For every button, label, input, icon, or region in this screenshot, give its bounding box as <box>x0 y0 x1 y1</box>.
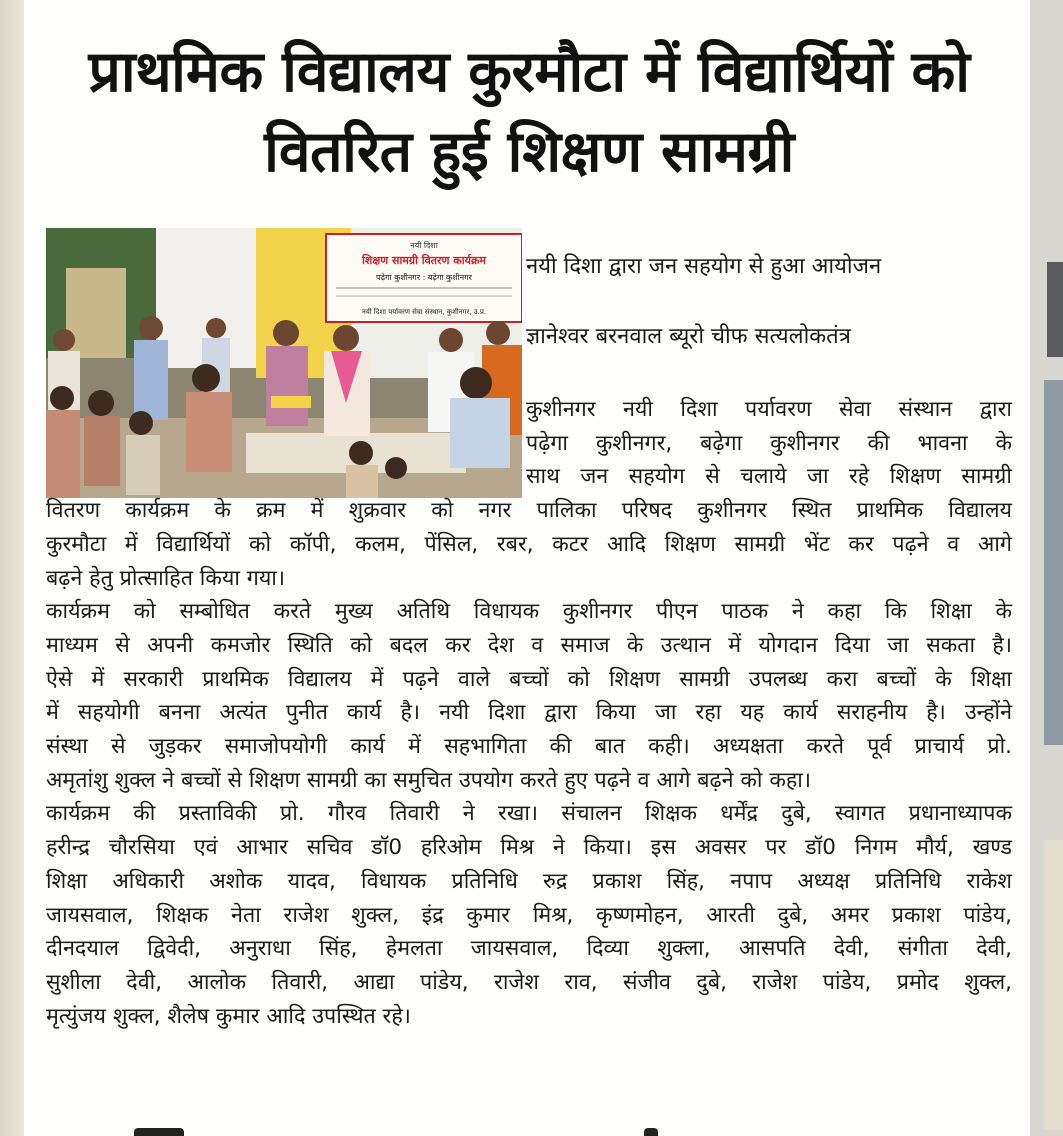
paragraph-line: सुशीला देवी, आलोक तिवारी, आद्या पांडेय, राजेश राव, संजीव दुबे, राजेश पांडेय, प्रमोद शुक्ल, <box>46 969 1012 995</box>
paragraph-line: संस्था से जुड़कर समाजोपयोगी कार्य में सहभागिता की बात कही। अध्यक्षता करते पूर्व प्राचार्य प्रो. <box>46 734 1012 760</box>
adjacent-page-strip <box>1044 840 1063 1130</box>
paragraph-line: ऐसे में सरकारी प्राथमिक विद्यालय में पढ़ने वाले बच्चों को शिक्षण सामग्री उपलब्ध करा बच्चों के शिक्षा <box>46 666 1012 692</box>
photo-notice-board <box>66 268 126 358</box>
banner-line1: नयी दिशा <box>410 241 438 250</box>
paragraph-line: दीनदयाल द्विवेदी, अनुराधा सिंह, हेमलता जायसवाल, दिव्या शुक्ला, आसपति देवी, संगीता देवी, <box>46 936 1012 962</box>
paragraph-line: माध्यम से अपनी कमजोर स्थिति को बदल कर देश व समाज के उत्थान में योगदान दिया जा सकता है। <box>46 632 1012 658</box>
next-headline-fragment <box>134 1122 694 1136</box>
paragraph-line: कुरमौटा में विद्यार्थियों को कॉपी, कलम, पेंसिल, रबर, कटर आदि शिक्षण सामग्री भेंट कर पढ़ने व आगे <box>46 531 1012 557</box>
paragraph-line: अमृतांशु शुक्ल ने बच्चों से शिक्षण सामग्री का समुचित उपयोग करते हुए पढ़ने व आगे बढ़ने को कहा। <box>46 767 811 793</box>
banner-line3: पढ़ेगा कुशीनगर : बढ़ेगा कुशीनगर <box>376 273 472 282</box>
paragraph-line: साथ जन सहयोग से चलाये जा रहे शिक्षण सामग्री <box>526 464 1012 490</box>
adjacent-page-edge <box>1030 0 1063 1136</box>
paragraph-line: जायसवाल, शिक्षक नेता राजेश शुक्ल, इंद्र कुमार मिश्र, कृष्णमोहन, आरती दुबे, अमर प्रकाश पांडेय, <box>46 902 1012 928</box>
banner-line2: शिक्षण सामग्री वितरण कार्यक्रम <box>362 254 486 267</box>
page-left-shadow <box>0 0 24 1136</box>
paragraph-line: कार्यक्रम की प्रस्ताविकी प्रो. गौरव तिवारी ने रखा। संचालन शिक्षक धर्मेंद्र दुबे, स्वागत प्रधानाध्यापक <box>46 801 1012 827</box>
byline: ज्ञानेश्वर बरनवाल ब्यूरो चीफ सत्यलोकतंत्र <box>526 324 851 349</box>
paragraph-line: कुशीनगर नयी दिशा पर्यावरण सेवा संस्थान द्वारा <box>526 397 1012 422</box>
paragraph-line: पढ़ेगा कुशीनगर, बढ़ेगा कुशीनगर की भावना के <box>526 430 1012 456</box>
paragraph-line: में सहयोगी बनना अत्यंत पुनीत कार्य है। नयी दिशा द्वारा किया जा रहा यह कार्य सराहनीय है। उन्होंने <box>46 700 1012 726</box>
banner-line4: नयी दिशा पर्यावरण सेवा संस्थान, कुशीनगर, उ.प्र. <box>361 308 487 316</box>
paragraph-line: बढ़ने हेतु प्रोत्साहित किया गया। <box>46 565 286 591</box>
paragraph-line: कार्यक्रम को सम्बोधित करते मुख्य अतिथि विधायक कुशीनगर पीएन पाठक ने कहा कि शिक्षा के <box>46 599 1012 625</box>
paragraph-line: हरीन्द्र चौरसिया एवं आभार सचिव डॉ0 हरिओम मिश्र ने किया। इस अवसर पर डॉ0 निगम मौर्य, खण्ड <box>46 835 1012 861</box>
article-body <box>46 393 1012 1033</box>
paragraph-line: वितरण कार्यक्रम के क्रम में शुक्रवार को नगर पालिका परिषद कुशीनगर स्थित प्राथमिक विद्यालय <box>46 498 1012 524</box>
subheading: नयी दिशा द्वारा जन सहयोग से हुआ आयोजन <box>526 254 882 279</box>
paragraph-line: मृत्युंजय शुक्ल, शैलेष कुमार आदि उपस्थित रहे। <box>46 1003 411 1029</box>
adjacent-page-strip <box>1047 262 1063 357</box>
headline: प्राथमिक विद्यालय कुरमौटा में विद्यार्थियों को वितरित हुई शिक्षण सामग्री <box>88 39 970 185</box>
newspaper-clipping <box>24 0 1030 1136</box>
adjacent-page-photo-strip <box>1044 380 1063 745</box>
paragraph-line: शिक्षा अधिकारी अशोक यादव, विधायक प्रतिनिधि रुद्र प्रकाश सिंह, नपाप अध्यक्ष प्रतिनिधि राकेश <box>46 868 1012 894</box>
